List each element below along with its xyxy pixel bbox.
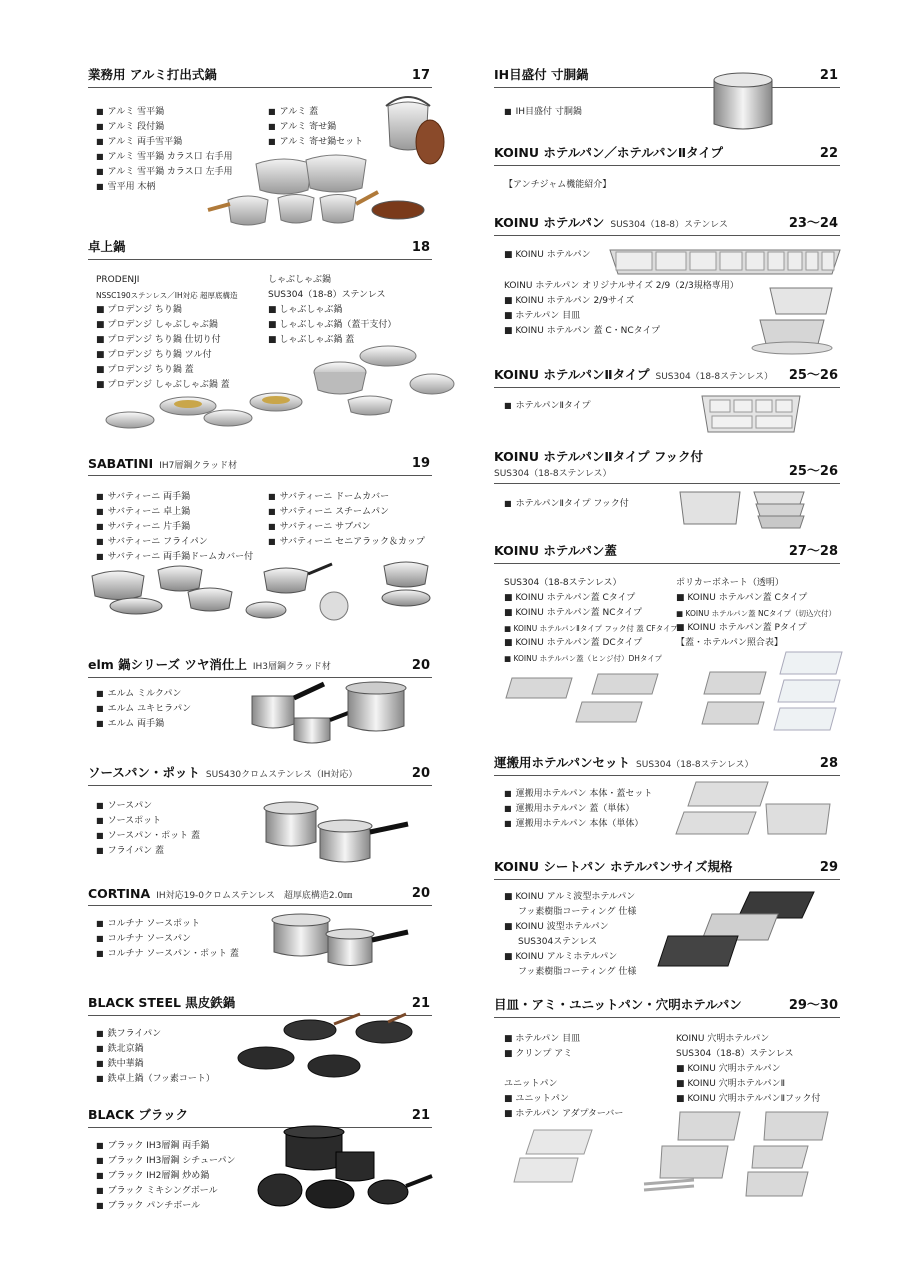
list-item: ■ ブラック パンチボール bbox=[96, 1198, 200, 1214]
list-item: ■ 鉄フライパン bbox=[96, 1026, 161, 1042]
list-item: ■ アルミ 雪平鍋 カラス口 左手用 bbox=[96, 164, 233, 180]
stockpot-photo bbox=[710, 70, 776, 134]
list-item: ■ KOINU ホテルパン蓋 NCタイプ bbox=[504, 608, 643, 618]
list-item: ■ しゃぶしゃぶ鍋（蓋干支付） bbox=[268, 320, 397, 330]
list-item: ■ サバティーニ セニアラック＆カップ bbox=[268, 534, 425, 550]
list-item: ■ エルム 両手鍋 bbox=[96, 716, 164, 732]
list-item: ■ コルチナ ソースポット bbox=[96, 916, 200, 932]
list-item: ■ KOINU 波型ホテルパン bbox=[504, 922, 609, 932]
section-header bbox=[494, 142, 840, 166]
list-item: ■ サバティーニ 片手鍋 bbox=[96, 519, 190, 535]
list-item: ■ ブラック IH3層鋼 シチューパン bbox=[96, 1153, 236, 1169]
list-item: ■ プロデンジ ちり鍋 蓋 bbox=[96, 365, 194, 375]
list-item: ■ KOINU アルミ波型ホテルパン bbox=[504, 892, 636, 902]
list-item: ■ ブラック ミキシングボール bbox=[96, 1183, 218, 1199]
section-cortina bbox=[88, 882, 432, 982]
list-item: 【蓋・ホテルパン照合表】 bbox=[676, 638, 783, 648]
section-title: KOINU ホテルパン蓋 bbox=[494, 543, 617, 558]
list-item: ■ アルミ 段付鍋 bbox=[96, 119, 164, 135]
section-title: CORTINA IH対応19-0クロムステンレス 超厚底構造2.0㎜ bbox=[88, 886, 353, 901]
section-koinu-sheet-pan bbox=[494, 856, 840, 984]
list-item: ■ KOINU ホテルパン bbox=[504, 250, 591, 260]
list-item: KOINU 穴明ホテルパン bbox=[676, 1034, 770, 1044]
perforated-pans-photo bbox=[504, 1110, 834, 1200]
section-title: KOINU シートパン ホテルパンサイズ規格 bbox=[494, 859, 733, 874]
page-number: 23〜24 bbox=[788, 216, 838, 231]
list-item: ユニットパン bbox=[504, 1079, 558, 1089]
page-number: 20 bbox=[411, 766, 430, 781]
list-item: KOINU ホテルパン オリジナルサイズ 2/9（2/3規格専用） bbox=[504, 281, 739, 291]
sabatini-photo bbox=[88, 562, 438, 627]
list-item: ■ ソースポット bbox=[96, 813, 161, 829]
page-number: 20 bbox=[411, 886, 430, 901]
hotel-pans-photo bbox=[602, 244, 848, 352]
list-item: ■ コルチナ ソースパン bbox=[96, 931, 191, 947]
hotel-pan-2-photo bbox=[698, 394, 804, 436]
list-item: ■ アルミ 両手雪平鍋 bbox=[96, 134, 182, 150]
page-number: 29 bbox=[819, 860, 838, 875]
list-item: ■ KOINU ホテルパン蓋 NCタイプ（切込穴付） bbox=[676, 609, 837, 618]
list-item: ■ サバティーニ スチームパン bbox=[268, 504, 389, 520]
list-item: ■ アルミ 雪平鍋 カラス口 右手用 bbox=[96, 149, 233, 165]
section-sabatini bbox=[88, 452, 432, 632]
section-header bbox=[88, 992, 432, 1016]
list-item: ■ ユニットパン bbox=[504, 1094, 569, 1104]
list-item: フッ素樹脂コーティング 仕様 bbox=[518, 907, 637, 917]
list-item: ■ しゃぶしゃぶ鍋 蓋 bbox=[268, 335, 355, 345]
list-item: ■ 鉄北京鍋 bbox=[96, 1041, 144, 1057]
page-number: 20 bbox=[411, 658, 430, 673]
list-item: ■ 運搬用ホテルパン 本体・蓋セット bbox=[504, 786, 652, 802]
section-title: KOINU ホテルパンⅡタイプ SUS304（18-8ステンレス） bbox=[494, 367, 773, 382]
section-header bbox=[494, 64, 840, 88]
sheet-pans-photo bbox=[656, 888, 818, 978]
list-item: フッ素樹脂コーティング 仕様 bbox=[518, 967, 637, 977]
list-item: SUS304（18-8ステンレス） bbox=[504, 578, 622, 588]
list-item: ■ KOINU ホテルパン蓋 Cタイプ bbox=[504, 593, 636, 603]
list-item: ■ エルム ミルクパン bbox=[96, 686, 181, 702]
section-koinu-overview bbox=[494, 142, 840, 198]
section-header bbox=[88, 882, 432, 906]
aluminum-pots-photo bbox=[208, 100, 448, 240]
page-number: 17 bbox=[411, 68, 430, 83]
section-header bbox=[88, 64, 432, 88]
section-header bbox=[494, 994, 840, 1018]
section-aluminum-pots bbox=[88, 64, 432, 214]
list-item: NSSC190ステンレス／IH対応 超厚底構造 bbox=[96, 291, 238, 300]
list-item: SUS304ステンレス bbox=[518, 937, 598, 947]
section-header bbox=[88, 762, 432, 786]
hotel-pan-hook-photo bbox=[676, 488, 816, 530]
section-black-steel bbox=[88, 992, 432, 1092]
elm-pots-photo bbox=[248, 682, 423, 748]
list-item: ■ KOINU ホテルパンⅡタイプ フック付 蓋 CFタイプ bbox=[504, 624, 678, 633]
page-number: 19 bbox=[411, 456, 430, 471]
list-item: ■ サバティーニ 卓上鍋 bbox=[96, 504, 190, 520]
section-title: 目皿・アミ・ユニットパン・穴明ホテルパン bbox=[494, 997, 742, 1012]
list-item: ■ クリンプ アミ bbox=[504, 1049, 573, 1059]
list-item: ■ サバティーニ フライパン bbox=[96, 534, 208, 550]
page-number: 18 bbox=[411, 240, 430, 255]
section-title: BLACK ブラック bbox=[88, 1107, 189, 1122]
list-item: ■ KOINU 穴明ホテルパンⅡ bbox=[676, 1079, 786, 1089]
list-item: ■ IH目盛付 寸胴鍋 bbox=[504, 104, 582, 120]
section-title: elm 鍋シリーズ ツヤ消仕上 IH3層鋼クラッド材 bbox=[88, 657, 331, 672]
black-cookware-photo bbox=[260, 1128, 435, 1218]
list-item: ■ 運搬用ホテルパン 蓋（単体） bbox=[504, 801, 634, 817]
list-item: ■ ホテルパン アダプターバー bbox=[504, 1109, 624, 1119]
page-number: 28 bbox=[819, 756, 838, 771]
list-item: ■ アルミ 雪平鍋 bbox=[96, 104, 164, 120]
list-item: ■ しゃぶしゃぶ鍋 bbox=[268, 305, 343, 315]
section-header bbox=[494, 364, 840, 388]
section-header bbox=[494, 540, 840, 564]
section-elm bbox=[88, 654, 432, 754]
list-item: ■ プロデンジ ちり鍋 bbox=[96, 305, 182, 315]
page-number: 27〜28 bbox=[788, 544, 838, 559]
list-item: ■ ブラック IH2層鋼 炒め鍋 bbox=[96, 1168, 209, 1184]
section-header bbox=[88, 1104, 432, 1128]
list-item: ■ KOINU 穴明ホテルパンⅡフック付 bbox=[676, 1094, 821, 1104]
list-item: SUS304（18-8）ステンレス bbox=[268, 290, 386, 300]
list-item: ■ 運搬用ホテルパン 本体（単体） bbox=[504, 816, 643, 832]
section-ih-stockpot bbox=[494, 64, 840, 134]
list-item: ■ プロデンジ ちり鍋 ツル付 bbox=[96, 350, 212, 360]
hotel-pan-lids-photo bbox=[500, 650, 850, 736]
list-item: ■ KOINU ホテルパン 2/9サイズ bbox=[504, 296, 635, 306]
section-koinu-lids bbox=[494, 540, 840, 740]
list-item: ■ ホテルパン 目皿 bbox=[504, 1034, 581, 1044]
list-item: ■ KOINU ホテルパン蓋 Cタイプ bbox=[676, 593, 808, 603]
list-item: ■ 雪平用 木柄 bbox=[96, 179, 155, 195]
section-title: IH目盛付 寸胴鍋 bbox=[494, 67, 589, 82]
list-item: ■ アルミ 蓋 bbox=[268, 104, 318, 120]
list-item: ■ 鉄卓上鍋（フッ素コート） bbox=[96, 1071, 215, 1087]
list-item: ■ ソースパン・ポット 蓋 bbox=[96, 828, 200, 844]
list-item: ポリカーボネート（透明） bbox=[676, 578, 784, 588]
section-header bbox=[88, 236, 432, 260]
section-transport-hotel-pan bbox=[494, 752, 840, 848]
black-steel-pans-photo bbox=[238, 1014, 418, 1090]
list-item: PRODENJI bbox=[96, 275, 140, 285]
list-item: ■ サバティーニ 両手鍋 bbox=[96, 489, 190, 505]
section-header bbox=[494, 856, 840, 880]
section-title: KOINU ホテルパン／ホテルパンⅡタイプ bbox=[494, 145, 723, 160]
list-item: ■ プロデンジ しゃぶしゃぶ鍋 蓋 bbox=[96, 380, 230, 390]
list-item: ■ サバティーニ 両手鍋ドームカバー付 bbox=[96, 549, 253, 565]
list-item: SUS304（18-8）ステンレス bbox=[676, 1049, 794, 1059]
list-item: ■ KOINU 穴明ホテルパン bbox=[676, 1064, 781, 1074]
list-item: ■ ホテルパンⅡタイプ フック付 bbox=[504, 496, 629, 512]
list-item: しゃぶしゃぶ鍋 bbox=[268, 275, 332, 285]
list-item: ■ アルミ 寄せ鍋 bbox=[268, 119, 336, 135]
list-item: ■ プロデンジ ちり鍋 仕切り付 bbox=[96, 335, 221, 345]
section-title: ソースパン・ポット SUS430クロムステンレス（IH対応） bbox=[88, 765, 358, 780]
page-number: 25〜26 bbox=[788, 464, 838, 479]
section-title: SABATINI IH7層鋼クラッド材 bbox=[88, 456, 238, 471]
cortina-pots-photo bbox=[266, 912, 416, 972]
list-item: ■ KOINU アルミホテルパン bbox=[504, 952, 618, 962]
page-number: 29〜30 bbox=[788, 998, 838, 1013]
list-item: ■ エルム ユキヒラパン bbox=[96, 701, 191, 717]
page-number: 21 bbox=[411, 996, 430, 1011]
section-sauce-pan bbox=[88, 762, 432, 872]
list-item: ■ ブラック IH3層鋼 両手鍋 bbox=[96, 1138, 209, 1154]
list-item: ■ 鉄中華鍋 bbox=[96, 1056, 144, 1072]
list-item: ■ サバティーニ ドームカバー bbox=[268, 489, 389, 505]
list-item: ■ フライパン 蓋 bbox=[96, 843, 164, 859]
section-title: 卓上鍋 bbox=[88, 239, 126, 254]
list-item: ■ プロデンジ しゃぶしゃぶ鍋 bbox=[96, 320, 218, 330]
transport-pans-photo bbox=[676, 778, 836, 842]
section-title: 運搬用ホテルパンセット SUS304（18-8ステンレス） bbox=[494, 755, 754, 770]
section-koinu-hotel-pan-2-hook bbox=[494, 446, 840, 536]
section-header bbox=[494, 752, 840, 776]
section-title: KOINU ホテルパン SUS304（18-8）ステンレス bbox=[494, 215, 728, 230]
list-item: 【アンチジャム機能紹介】 bbox=[504, 180, 612, 190]
section-header bbox=[494, 446, 840, 484]
list-item: ■ KOINU ホテルパン蓋 Pタイプ bbox=[676, 623, 807, 633]
page-number: 25〜26 bbox=[788, 368, 838, 383]
section-header bbox=[88, 654, 432, 678]
list-item: ■ ホテルパン 目皿 bbox=[504, 311, 581, 321]
list-item: ■ ソースパン bbox=[96, 798, 152, 814]
page-number: 21 bbox=[819, 68, 838, 83]
section-title: BLACK STEEL 黒皮鉄鍋 bbox=[88, 995, 236, 1010]
section-perforated-hotel-pan bbox=[494, 994, 840, 1200]
list-item: ■ KOINU ホテルパン蓋 DCタイプ bbox=[504, 638, 643, 648]
section-header bbox=[88, 452, 432, 476]
page-number: 21 bbox=[411, 1108, 430, 1123]
list-item: ■ KOINU ホテルパン蓋（ヒンジ付）DHタイプ bbox=[504, 654, 663, 663]
tabletop-pots-photo bbox=[108, 344, 453, 439]
section-title: KOINU ホテルパンⅡタイプ フック付 bbox=[494, 449, 703, 464]
list-item: ■ サバティーニ サブパン bbox=[268, 519, 370, 535]
sauce-pans-photo bbox=[258, 798, 413, 868]
section-tabletop-pots bbox=[88, 236, 432, 436]
section-subtitle: SUS304（18-8ステンレス） bbox=[494, 469, 612, 479]
page-number: 22 bbox=[819, 146, 838, 161]
section-header bbox=[494, 212, 840, 236]
list-item: ■ アルミ 寄せ鍋セット bbox=[268, 134, 363, 150]
section-koinu-hotel-pan bbox=[494, 212, 840, 352]
list-item: ■ ホテルパンⅡタイプ bbox=[504, 398, 590, 414]
section-black bbox=[88, 1104, 432, 1224]
section-title: 業務用 アルミ打出式鍋 bbox=[88, 67, 217, 82]
list-item: ■ コルチナ ソースパン・ポット 蓋 bbox=[96, 946, 239, 962]
list-item: ■ KOINU ホテルパン 蓋 C・NCタイプ bbox=[504, 326, 661, 336]
section-koinu-hotel-pan-2 bbox=[494, 364, 840, 440]
